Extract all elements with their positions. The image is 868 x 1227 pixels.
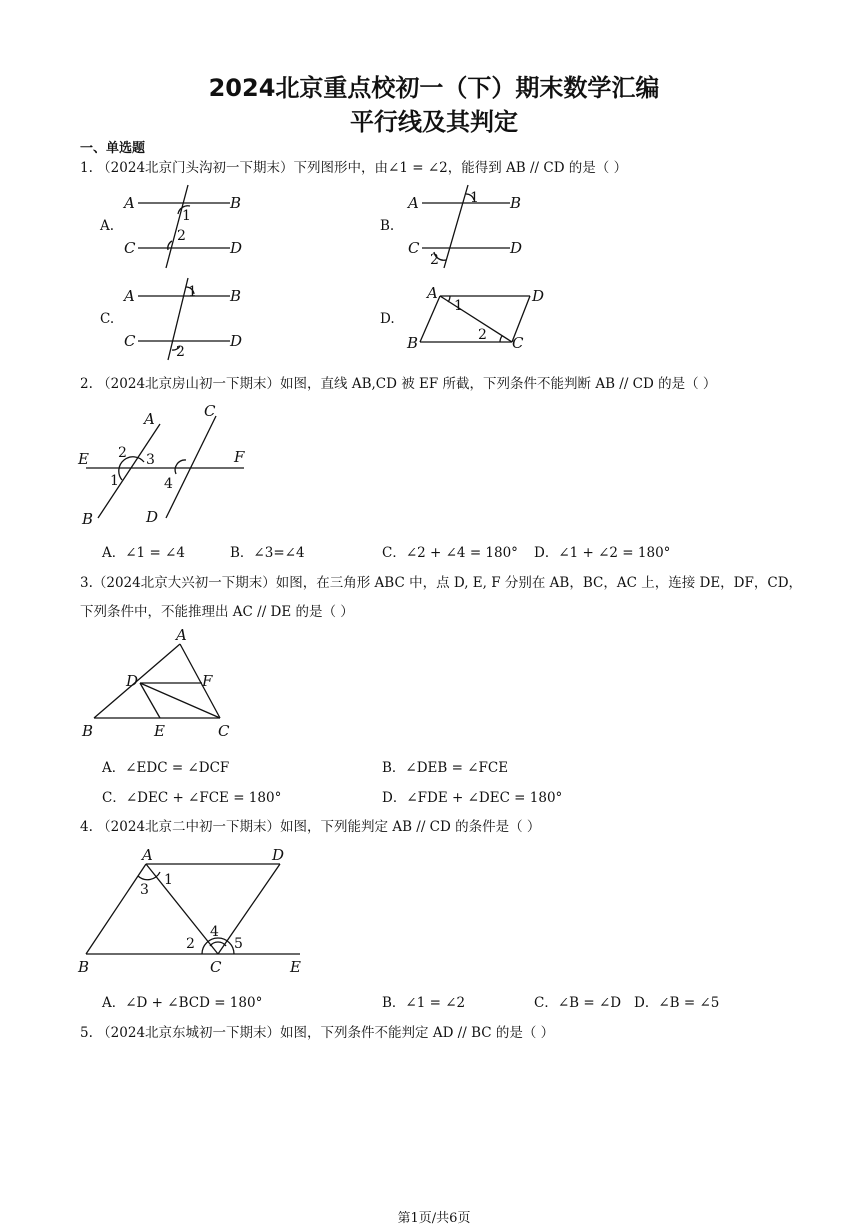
q1a-label-1: 1 [182,208,191,224]
question-3-stem-line1: 3.（2024北京大兴初一下期末）如图，在三角形 ABC 中，点 D, E, F 分别在 AB，BC，AC 上，连接 DE，DF，CD， [80,575,803,591]
q3-label-D: D [126,672,139,690]
q1b-label-A: A [408,194,419,212]
q1-figure-c [120,274,260,364]
q1a-label-2: 2 [177,228,186,244]
q1d-label-C: C [512,334,524,352]
question-3-stem-line2: 下列条件中，不能推理出 AC // DE 的是（ ） [80,604,354,620]
q2-label-F: F [234,448,245,466]
q3-option-d: D．∠FDE + ∠DEC = 180° [382,790,563,806]
question-5-stem: 5. （2024北京东城初一下期末）如图，下列条件不能判定 AD // BC 的是（ ） [80,1025,555,1041]
q4-option-d: D．∠B = ∠5 [634,995,720,1011]
q1b-label-2: 2 [430,252,439,268]
q2-label-2: 2 [118,445,127,461]
q2-label-C: C [204,402,216,420]
q4-option-b: B．∠1 = ∠2 [382,995,466,1011]
q1d-label-2: 2 [478,327,487,343]
q2-option-d: D．∠1 + ∠2 = 180° [534,545,671,561]
q3-label-E: E [154,722,165,740]
q1-option-a-label: A. [100,218,115,234]
q1b-label-1: 1 [470,190,479,206]
q1c-label-2: 2 [176,344,185,360]
q1a-label-B: B [230,194,242,212]
q1b-label-D: D [510,239,523,257]
q1a-label-A: A [124,194,135,212]
q2-label-4: 4 [164,476,173,492]
q4-label-2: 2 [186,936,195,952]
q2-label-1: 1 [110,473,119,489]
q4-label-D: D [272,846,285,864]
q1b-label-C: C [408,239,420,257]
q1-option-d-label: D. [380,311,395,327]
q4-option-c: C．∠B = ∠D [534,995,622,1011]
q4-label-E: E [290,958,301,976]
question-1-stem: 1. （2024北京门头沟初一下期末）下列图形中，由∠1 = ∠2，能得到 AB // CD 的是（ ） [80,160,628,176]
q2-label-3: 3 [146,452,155,468]
q3-label-F: F [202,672,213,690]
q1c-label-B: B [230,287,242,305]
q1d-label-1: 1 [454,298,463,314]
q4-label-5: 5 [234,936,243,952]
q4-option-a: A．∠D + ∠BCD = 180° [102,995,263,1011]
q1c-label-A: A [124,287,135,305]
q3-option-c: C．∠DEC + ∠FCE = 180° [102,790,282,806]
q1d-label-A: A [427,284,438,302]
q3-label-C: C [218,722,230,740]
q3-option-a: A．∠EDC = ∠DCF [102,760,230,776]
q3-option-b: B．∠DEB = ∠FCE [382,760,509,776]
q2-option-a: A．∠1 = ∠4 [102,545,185,561]
q1d-label-B: B [407,334,419,352]
q1c-label-1: 1 [188,284,197,300]
page-subtitle: 平行线及其判定 [350,108,518,136]
q2-option-b: B．∠3=∠4 [230,545,305,561]
q2-label-D: D [146,508,159,526]
q1d-label-D: D [532,287,545,305]
q1-option-c-label: C. [100,311,115,327]
page-footer: 第1页/共6页 [397,1211,471,1226]
q3-label-A: A [176,626,187,644]
q1c-label-D: D [230,332,243,350]
q2-label-B: B [82,510,94,528]
q4-label-3: 3 [140,882,149,898]
q4-figure [76,842,316,982]
q3-label-B: B [82,722,94,740]
q2-label-A: A [144,410,155,428]
q2-option-c: C．∠2 + ∠4 = 180° [382,545,518,561]
page-title: 2024北京重点校初一（下）期末数学汇编 [208,74,660,102]
q4-label-1: 1 [164,872,173,888]
q1-figure-a [120,180,260,270]
q1c-label-C: C [124,332,136,350]
q1a-label-D: D [230,239,243,257]
q4-label-A: A [142,846,153,864]
q1a-label-C: C [124,239,136,257]
q3-figure [80,626,250,740]
q1b-label-B: B [510,194,522,212]
question-2-stem: 2. （2024北京房山初一下期末）如图，直线 AB,CD 被 EF 所截，下列条件不能判断 AB // CD 的是（ ） [80,376,717,392]
q2-figure [76,400,256,530]
q1-figure-d [400,282,560,362]
q1-option-b-label: B. [380,218,395,234]
q4-label-B: B [78,958,90,976]
q4-label-C: C [210,958,222,976]
q4-label-4: 4 [210,924,219,940]
question-4-stem: 4. （2024北京二中初一下期末）如图，下列能判定 AB // CD 的条件是（ ） [80,819,541,835]
section-heading: 一、单选题 [80,141,146,156]
q1-figure-b [400,180,540,270]
q2-label-E: E [78,450,89,468]
